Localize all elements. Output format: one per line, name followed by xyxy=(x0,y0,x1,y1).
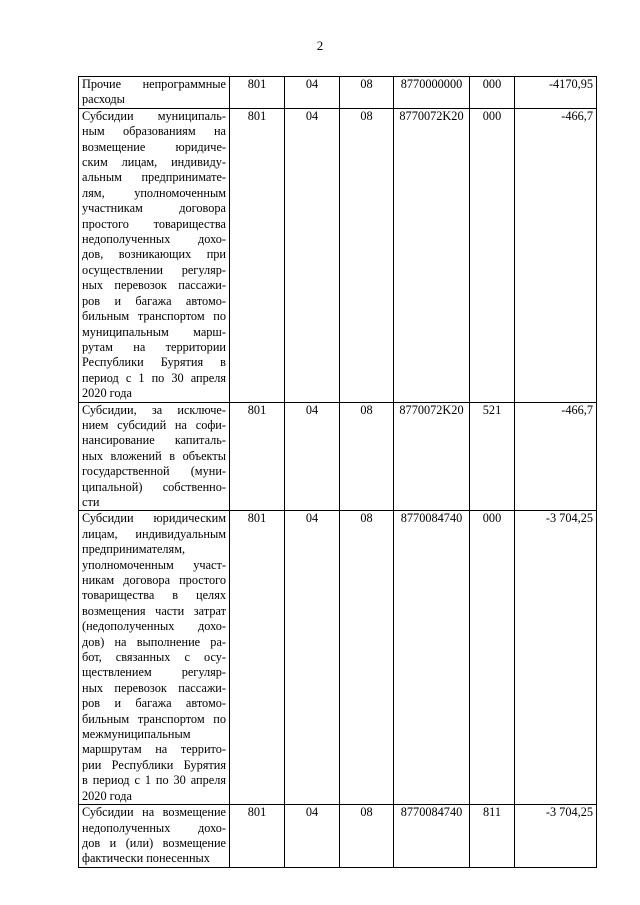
description-line: (недополученных дохо- xyxy=(82,619,226,634)
description-line: рутам на территории xyxy=(82,339,226,354)
description-line: бот, связанных с осу- xyxy=(82,650,226,665)
amount-value: -3 704,25 xyxy=(515,511,597,805)
description-line: альным предпринимате- xyxy=(82,170,226,185)
section-code: 04 xyxy=(285,805,340,868)
description-line: возмещение юридиче- xyxy=(82,139,226,154)
description-line: маршрутам на террито- xyxy=(82,742,226,757)
description-line: лям, уполномоченным xyxy=(82,185,226,200)
description-line: Субсидии муниципаль- xyxy=(82,108,226,123)
subsection-code: 08 xyxy=(340,108,394,402)
description-line: Субсидии, за исключе- xyxy=(82,402,226,417)
description-line: никам договора простого xyxy=(82,573,226,587)
description-line: участникам договора xyxy=(82,201,226,216)
ministry-code: 801 xyxy=(230,77,285,109)
description-line: Республики Бурятия в xyxy=(82,355,226,370)
table-row xyxy=(79,402,597,511)
target-article-code: 8770000000 xyxy=(394,77,470,109)
row-description xyxy=(79,108,230,402)
description-line: ных перевозок пассажи- xyxy=(82,278,226,293)
description-line: недополученных дохо- xyxy=(82,232,226,247)
section-code: 04 xyxy=(285,108,340,402)
description-line: в период с 1 по 30 апреля xyxy=(82,773,226,788)
description-line: ципальной) собственно- xyxy=(82,479,226,494)
description-line: бильным транспортом по xyxy=(82,711,226,726)
ministry-code: 801 xyxy=(230,402,285,511)
budget-table xyxy=(78,76,597,868)
section-code: 04 xyxy=(285,77,340,109)
description-line: ров и багажа автомо- xyxy=(82,293,226,308)
table-row xyxy=(79,77,597,109)
amount-value: -4170,95 xyxy=(515,77,597,109)
description-line: ров и багажа автомо- xyxy=(82,696,226,711)
row-description xyxy=(79,805,230,868)
row-description xyxy=(79,402,230,511)
amount-value: -466,7 xyxy=(515,402,597,511)
expense-type-code: 811 xyxy=(470,805,515,868)
description-line: расходы xyxy=(82,92,125,107)
description-line: недополученных дохо- xyxy=(82,820,226,835)
row-description xyxy=(79,511,230,805)
description-line: лицам, индивидуальным xyxy=(82,526,226,541)
description-line: рии Республики Бурятия xyxy=(82,757,226,772)
subsection-code: 08 xyxy=(340,511,394,805)
row-description xyxy=(79,77,230,109)
target-article-code: 8770072K20 xyxy=(394,108,470,402)
expense-type-code: 000 xyxy=(470,77,515,109)
description-line: дов) на выполнение ра- xyxy=(82,634,226,649)
description-line: Субсидии на возмещение xyxy=(82,805,226,820)
description-line: простого товарищества xyxy=(82,216,226,231)
expense-type-code: 000 xyxy=(470,108,515,402)
table-row xyxy=(79,108,597,402)
subsection-code: 08 xyxy=(340,77,394,109)
description-line: фактически понесенных xyxy=(82,851,210,866)
section-code: 04 xyxy=(285,402,340,511)
description-line: муниципальным марш- xyxy=(82,324,226,339)
table-row xyxy=(79,805,597,868)
description-line: государственной (муни- xyxy=(82,464,226,479)
target-article-code: 8770072K20 xyxy=(394,402,470,511)
description-line: период с 1 по 30 апреля xyxy=(82,370,226,385)
description-line: дов, возникающих при xyxy=(82,247,226,262)
description-line: Субсидии юридическим xyxy=(82,511,226,526)
target-article-code: 8770084740 xyxy=(394,805,470,868)
description-line: ных перевозок пассажи- xyxy=(82,680,226,695)
page-number: 2 xyxy=(316,38,324,53)
description-line: товарищества в целях xyxy=(82,588,226,603)
description-line: ществлением регуляр- xyxy=(82,665,226,680)
target-article-code: 8770084740 xyxy=(394,511,470,805)
description-line: дов и (или) возмещение xyxy=(82,835,226,850)
description-line: 2020 года xyxy=(82,788,132,803)
amount-value: -466,7 xyxy=(515,108,597,402)
description-line: предпринимателям, xyxy=(82,542,186,557)
description-line: ных вложений в объекты xyxy=(82,448,226,463)
description-line: нансирование капиталь- xyxy=(82,433,226,448)
description-line: ным образованиям на xyxy=(82,124,226,139)
ministry-code: 801 xyxy=(230,511,285,805)
table-row xyxy=(79,511,597,805)
ministry-code: 801 xyxy=(230,108,285,402)
description-line: уполномоченным участ- xyxy=(82,557,226,572)
subsection-code: 08 xyxy=(340,402,394,511)
description-line: 2020 года xyxy=(82,386,132,401)
subsection-code: 08 xyxy=(340,805,394,868)
description-line: нием субсидий на софи- xyxy=(82,417,226,432)
description-line: ским лицам, индивиду- xyxy=(82,155,226,170)
section-code: 04 xyxy=(285,511,340,805)
expense-type-code: 521 xyxy=(470,402,515,511)
amount-value: -3 704,25 xyxy=(515,805,597,868)
description-line: возмещения части затрат xyxy=(82,603,226,618)
ministry-code: 801 xyxy=(230,805,285,868)
description-line: Прочие непрограммные xyxy=(82,77,226,91)
description-line: сти xyxy=(82,494,100,509)
expense-type-code: 000 xyxy=(470,511,515,805)
description-line: бильным транспортом по xyxy=(82,309,226,324)
description-line: межмуниципальным xyxy=(82,727,191,742)
description-line: осуществлении регуляр- xyxy=(82,262,226,277)
